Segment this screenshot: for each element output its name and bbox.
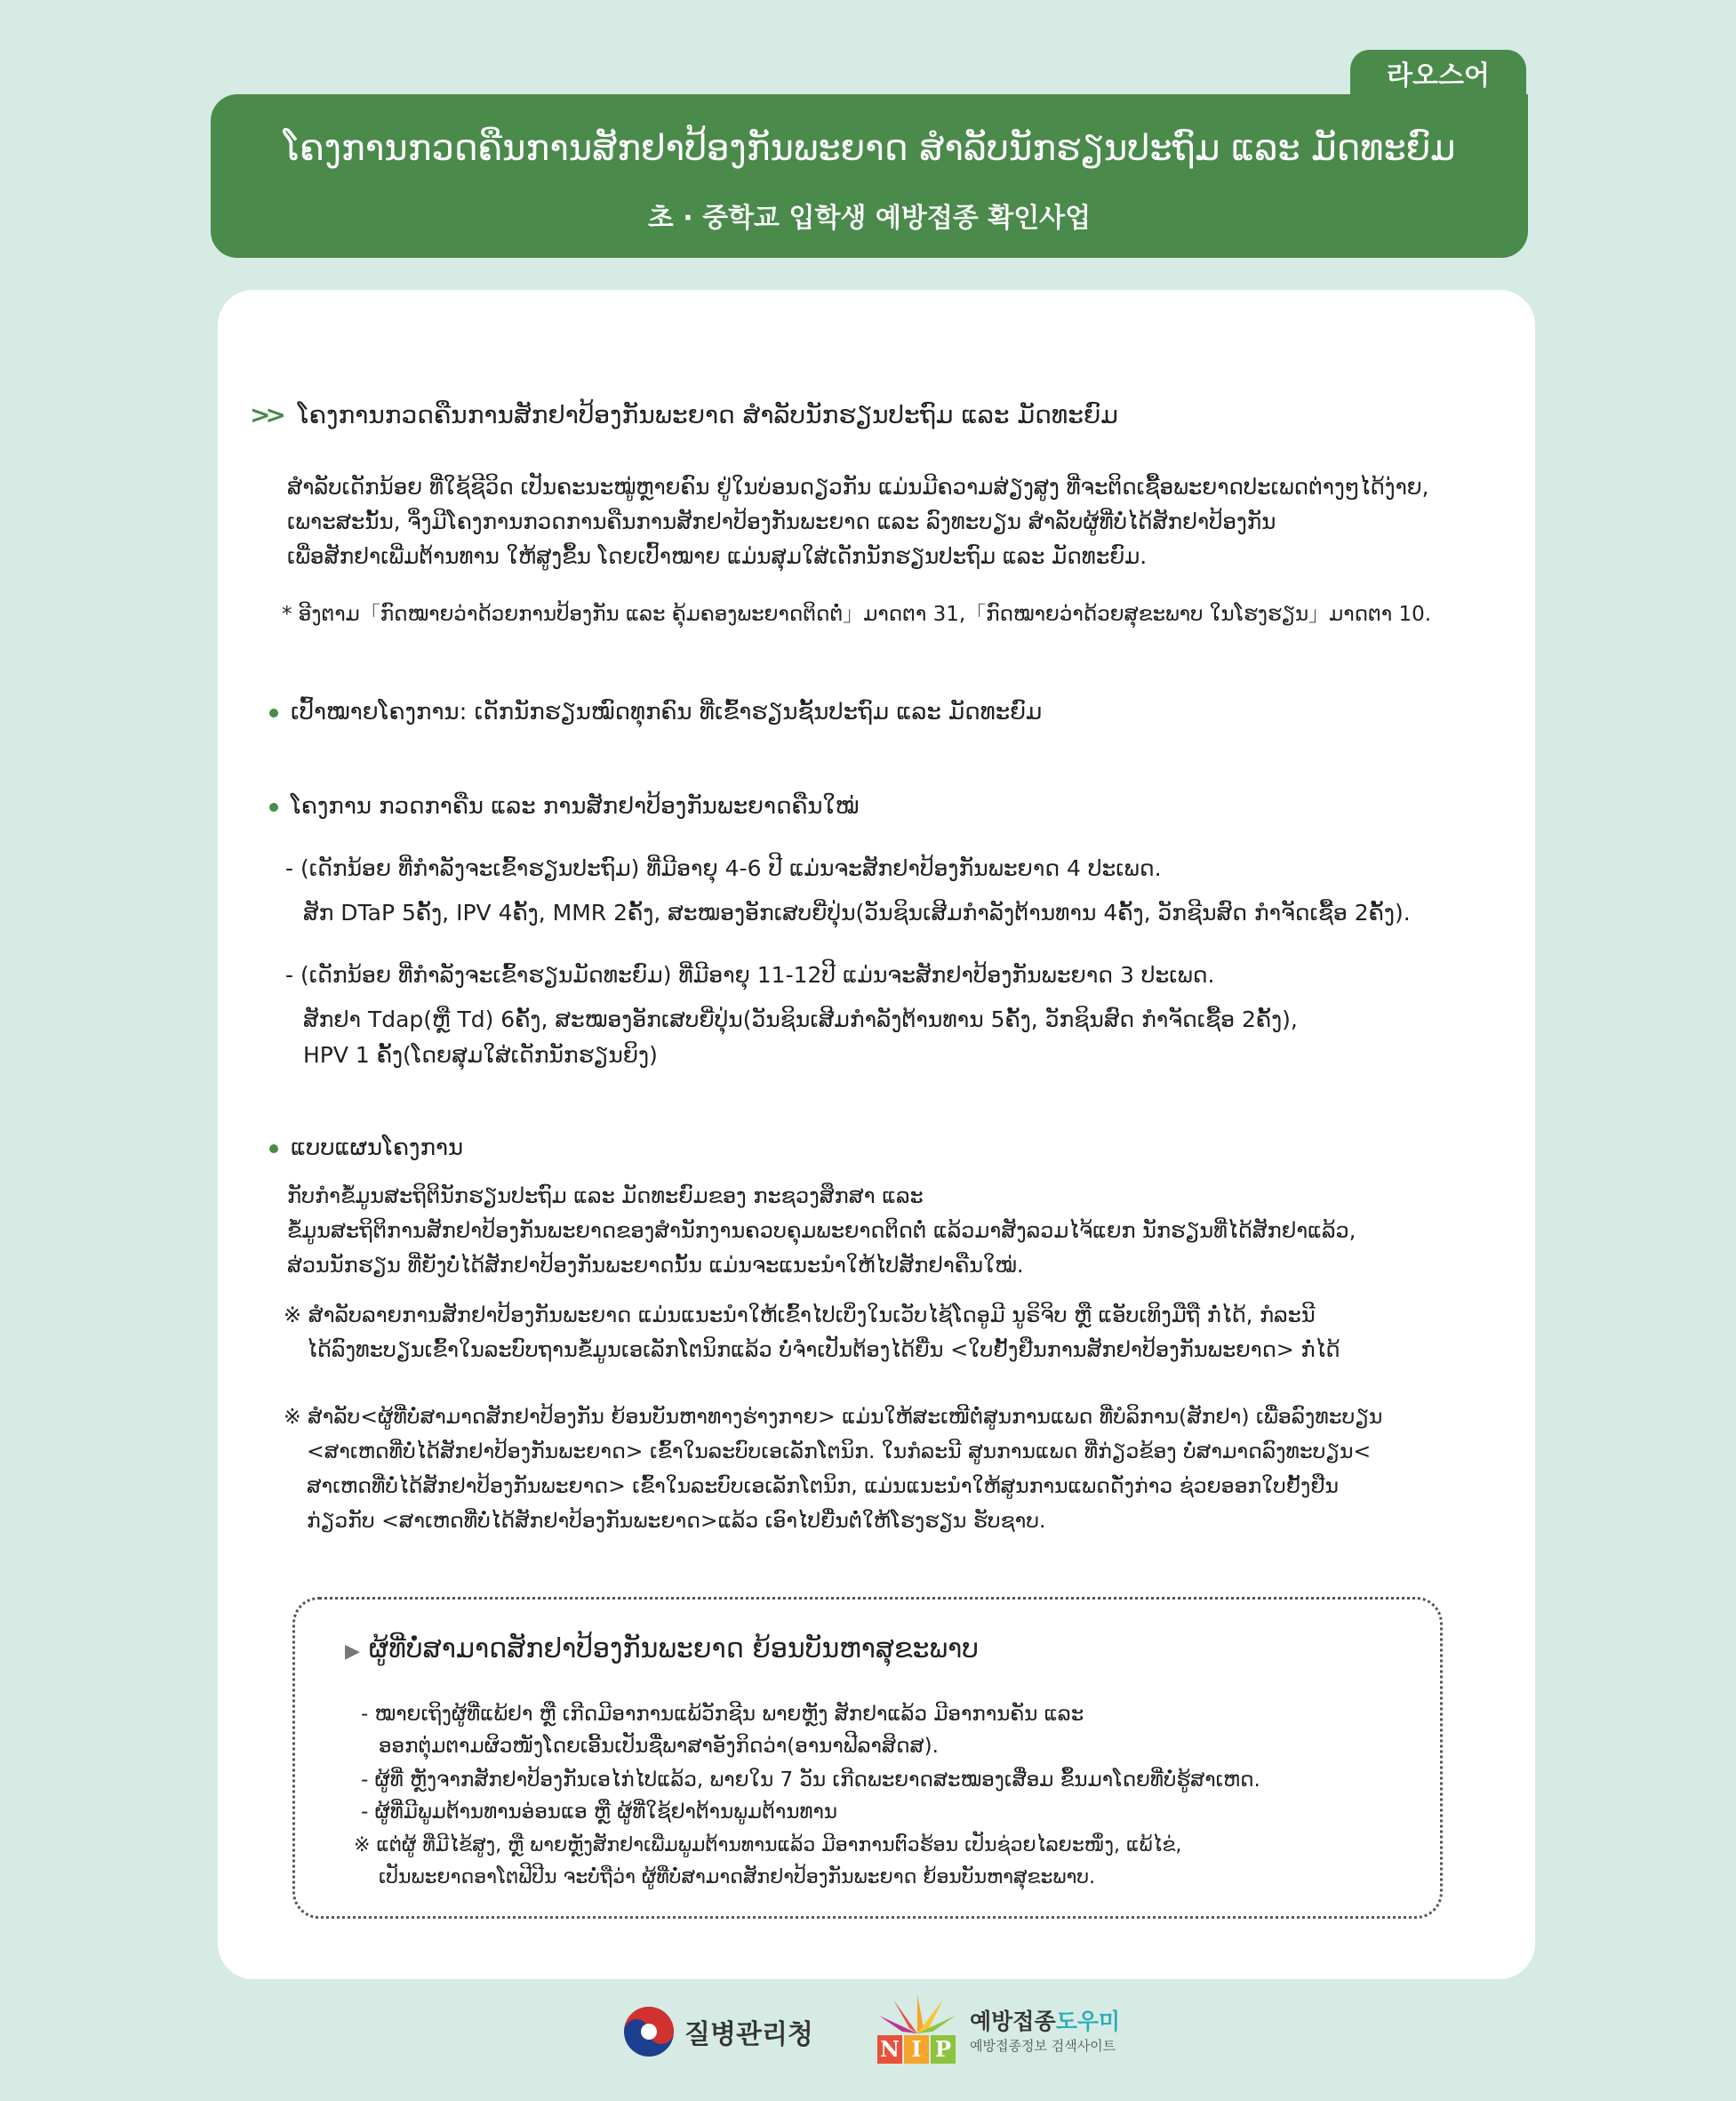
kdca-name: 질병관리청 — [684, 2019, 813, 2050]
nip-name-b: 도우미 — [1055, 2009, 1121, 2034]
method-line: ກັບກຳຂໍ້ມູນສະຖິຕິນັກຮຽນປະຖົມ ແລະ ມັດທະຍົມຂອງ ກະຊວງສຶກສາ ແລະ — [287, 1183, 924, 1208]
kdca-logo — [622, 2003, 813, 2060]
nip-letter: I — [904, 2035, 929, 2064]
nip-letter: P — [931, 2035, 956, 2064]
note-medical-exemption — [284, 1399, 1382, 1538]
legal-note: * ອີງຕາມ「ກົດໝາຍວ່າດ້ວຍການປ້ອງກັນ ແລະ ຄຸ້ມຄອງພະຍາດຕິດຕໍ່」ມາດຕາ 31,「ກົດໝາຍວ່າດ້ວຍສຸຂະພາບ ໃນໂຮງຮຽນ」ມາດຕາ 10. — [282, 603, 1432, 626]
method-paragraph — [287, 1179, 1356, 1283]
box-line: - ຜູ້ທີ່ ຫຼັງຈາກສັກຢາປ້ອງກັນເອໄກ່ໄປແລ້ວ, ພາຍໃນ 7 ວັນ ເກີດພະຍາດສະໝອງເສື່ອມ ຂຶ້ນມາໂດຍທີ່ບໍ່ຮູ້ສາເຫດ. — [361, 1768, 1260, 1792]
box-line: - ໝາຍເຖິງຜູ້ທີ່ແພ້ຢາ ຫຼື ເກີດມີອາການແພ້ວັກຊີນ ພາຍຫຼັງ ສັກຢາແລ້ວ ມີອາການຄັນ ແລະ — [361, 1703, 1084, 1726]
box-title — [345, 1633, 979, 1664]
nip-letter: N — [877, 2035, 902, 2064]
language-tab: 라오스어 — [1350, 50, 1526, 107]
target-bullet — [269, 699, 1042, 726]
header-banner — [211, 94, 1528, 258]
method-line: ຂໍ້ມູນສະຖິຕິການສັກຢາປ້ອງກັນພະຍາດຂອງສຳນັກງານຄວບຄຸມພະຍາດຕິດຕໍ່ ແລ້ວມາສັງລວມໄຈ້ແຍກ ນັກຮຽນທີ່ໄດ້ສັກຢາແລ້ວ, — [287, 1218, 1356, 1243]
double-chevron-icon: >> — [250, 400, 281, 429]
content-card — [218, 290, 1535, 1979]
box-title-text: ຜູ້ທີ່ບໍ່ສາມາດສັກຢາປ້ອງກັນພະຍາດ ຍ້ອນບັນຫາສຸຂະພາບ — [368, 1633, 980, 1664]
bullet-dot-icon — [269, 709, 278, 718]
section-title — [250, 400, 1118, 429]
exemption-box — [292, 1597, 1443, 1919]
method-heading — [269, 1135, 463, 1161]
intro-paragraph — [287, 469, 1428, 573]
bullet-dot-icon — [269, 1144, 278, 1153]
nip-logo — [876, 1992, 1120, 2067]
nip-sub: 예방접종정보 검색사이트 — [970, 2038, 1116, 2054]
box-line: - ຜູ້ທີ່ມີພູມຕ້ານທານອ່ອນແອ ຫຼື ຜູ້ທີ່ໃຊ້ຢາຕ້ານພູມຕ້ານທານ — [361, 1800, 838, 1824]
box-line: ເປັນພະຍາດອາໂຕຟີປີນ ຈະບໍ່ຖືວ່າ ຜູ້ທີ່ບໍ່ສາມາດສັກຢາປ້ອງກັນພະຍາດ ຍ້ອນບັນຫາສຸຂະພາບ. — [379, 1866, 1096, 1888]
sunburst-icon — [876, 1993, 959, 2035]
middle-vaccines-cont: HPV 1 ຄັ້ງ(ໂດຍສຸມໃສ່ເດັກນັກຮຽນຍິງ) — [303, 1042, 658, 1068]
middle-vaccines: ສັກຢາ Tdap(ຫຼື Td) 6ຄັ້ງ, ສະໝອງອັກເສບຍີ່ປຸ່ນ(ວັນຊິນເສີມກຳລັງຕ້ານທານ 5ຄັ້ງ, ວັກຊິນສົດ ກຳຈັດເຊື້ອ 2ຄັ້ງ), — [303, 1006, 1298, 1032]
page-title: ໂຄງການກວດຄືນການສັກຢາປ້ອງກັນພະຍາດ ສຳລັບນັກຮຽນປະຖົມ ແລະ ມັດທະຍົມ — [283, 128, 1456, 169]
taegeuk-icon — [622, 2005, 676, 2058]
intro-line: ສຳລັບເດັກນ້ອຍ ທີ່ໃຊ້ຊີວິດ ເປັນຄະນະໝູ່ຫຼາຍຄົນ ຢູ່ໃນບ່ອນດຽວກັນ ແມ່ນມີຄວາມສ່ຽງສູງ ທີ່ຈະຕິດເຊື້ອພະຍາດປະເພດຕ່າງໆໄດ້ງ່າຍ, — [287, 474, 1429, 500]
nip-letters — [877, 2035, 956, 2064]
intro-line: ເພາະສະນັ້ນ, ຈຶ່ງມີໂຄງການກວດການຄືນການສັກຢາປ້ອງກັນພະຍາດ ແລະ ລົງທະບຽນ ສຳລັບຜູ້ທີ່ບໍ່ໄດ້ສັກຢາປ້ອງກັນ — [287, 509, 1276, 534]
nip-emblem — [876, 1993, 959, 2067]
note-line: ສາເຫດທີ່ບໍ່ໄດ້ສັກຢາປ້ອງກັນພະຍາດ> ເຂົ້າໃນລະບົບເອເລັກໂຕນິກ, ແມ່ນແນະນຳໃຫ້ສູນການແພດດັ່ງກ່າວ ຊ່ວຍອອກໃບຢັ້ງຢືນ — [307, 1473, 1339, 1498]
nip-text — [970, 2004, 1120, 2055]
note-line: <ສາເຫດທີ່ບໍ່ໄດ້ສັກຢາປ້ອງກັນພະຍາດ> ເຂົ້າໃນລະບົບເອເລັກໂຕນິກ. ໃນກໍລະນີ ສູນການແພດ ທີ່ກ່ຽວຂ້ອງ ບໍ່ສາມາດລົງທະບຽນ< — [307, 1439, 1372, 1463]
box-line: ※ ແຕ່ຜູ້ ທີ່ມີໄຂ້ສູງ, ຫຼື ພາຍຫຼັງສັກຢາເພີ່ມພູມຕ້ານທານແລ້ວ ມີອາການຕົວຮ້ອນ ເປັນຊ່ວຍໄລຍະໜຶ່ງ, ແພ້ໄຂ່, — [354, 1834, 1182, 1856]
nip-name — [970, 2004, 1120, 2036]
section-title-text: ໂຄງການກວດຄືນການສັກຢາປ້ອງກັນພະຍາດ ສຳລັບນັກຮຽນປະຖົມ ແລະ ມັດທະຍົມ — [297, 400, 1118, 429]
elementary-vaccines: ສັກ DTaP 5ຄັ້ງ, IPV 4ຄັ້ງ, MMR 2ຄັ້ງ, ສະໝອງອັກເສບຍີ່ປຸ່ນ(ວັນຊິນເສີມກຳລັງຕ້ານທານ 4ຄັ້ງ, ວັກຊີນສົດ ກຳຈັດເຊື້ອ 2ຄັ້ງ). — [303, 900, 1411, 926]
middle-line: - (ເດັກນ້ອຍ ທີ່ກຳລັງຈະເຂົ້າຮຽນມັດທະຍົມ) ທີ່ມີອາຍຸ 11-12ປີ ແມ່ນຈະສັກຢາປ້ອງກັນພະຍາດ 3 ປະເພດ. — [285, 962, 1215, 988]
target-text: ເປົ້າໝາຍໂຄງການ: ເດັກນັກຮຽນໝົດທຸກຄົນ ທີ່ເຂົ້າຮຽນຊັ້ນປະຖົມ ແລະ ມັດທະຍົມ — [291, 699, 1043, 726]
box-line: ອອກຕຸ່ມຕາມຜິວໜັງໂດຍເອີ້ນເປັນຊື່ພາສາອັງກິດວ່າ(ອານາຟີລາສິດສ). — [379, 1735, 939, 1758]
intro-line: ເພື່ອສັກຢາເພີ່ມຕ້ານທານ ໃຫ້ສູງຂຶ້ນ ໂດຍເປົ້າໝາຍ ແມ່ນສຸມໃສ່ເດັກນັກຮຽນປະຖົມ ແລະ ມັດທະຍົມ. — [287, 543, 1148, 569]
note-line: ※ ສຳລັບລາຍການສັກຢາປ້ອງກັນພະຍາດ ແມ່ນແນະນຳໃຫ້ເຂົ້າໄປເບິ່ງໃນເວັບໄຊ້ໂດອູມີ ນູຣິຈິບ ຫຼື ແອັບເທິງມືຖື ກໍ່ໄດ້, ກໍລະນີ — [284, 1303, 1316, 1327]
note-records — [284, 1298, 1340, 1367]
elementary-line: - (ເດັກນ້ອຍ ທີ່ກຳລັງຈະເຂົ້າຮຽນປະຖົມ) ທີ່ມີອາຍຸ 4-6 ປີ ແມ່ນຈະສັກຢາປ້ອງກັນພະຍາດ 4 ປະເພດ. — [285, 855, 1162, 881]
note-line: ກ່ຽວກັບ <ສາເຫດທີ່ບໍ່ໄດ້ສັກຢາປ້ອງກັນພະຍາດ>ແລ້ວ ເອົາໄປຍື່ນຕໍ່ໃຫ້ໂຮງຮຽນ ຮັບຊາບ. — [307, 1508, 1046, 1533]
bullet-dot-icon — [269, 803, 278, 812]
program-heading — [269, 793, 859, 820]
method-heading-text: ແບບແຜນໂຄງການ — [291, 1135, 464, 1161]
program-heading-text: ໂຄງການ ກວດກາຄືນ ແລະ ການສັກຢາປ້ອງກັນພະຍາດຄືນໃໝ່ — [291, 793, 860, 820]
method-line: ສ່ວນນັກຮຽນ ທີ່ຍັງບໍ່ໄດ້ສັກຢາປ້ອງກັນພະຍາດນັ້ນ ແມ່ນຈະແນະນຳໃຫ້ໄປສັກຢາຄືນໃໝ່. — [287, 1253, 1024, 1278]
triangle-right-icon: ▶ — [345, 1640, 360, 1663]
note-line: ※ ສຳລັບ<ຜູ້ທີ່ບໍ່ສາມາດສັກຢາປ້ອງກັນ ຍ້ອນບັນຫາທາງຮ່າງກາຍ> ແມ່ນໃຫ້ສະເໜີຕໍ່ສູນການແພດ ທີ່ບໍລິການ(ສັກຢາ) ເພື່ອລົງທະບຽນ — [284, 1404, 1383, 1429]
nip-name-a: 예방접종 — [970, 2009, 1056, 2034]
note-line: ໄດ້ລົງທະບຽນເຂົ້າໃນລະບົບຖານຂໍ້ມູນເອເລັກໂຕນິກແລ້ວ ບໍ່ຈຳເປັນຕ້ອງໄດ້ຍື່ນ <ໃບຢັ້ງຢືນການສັກຢາປ້ອງກັນພະຍາດ> ກໍ່ໄດ້ — [307, 1337, 1340, 1362]
page-subtitle: 초 · 중학교 입학생 예방접종 확인사업 — [647, 203, 1092, 234]
